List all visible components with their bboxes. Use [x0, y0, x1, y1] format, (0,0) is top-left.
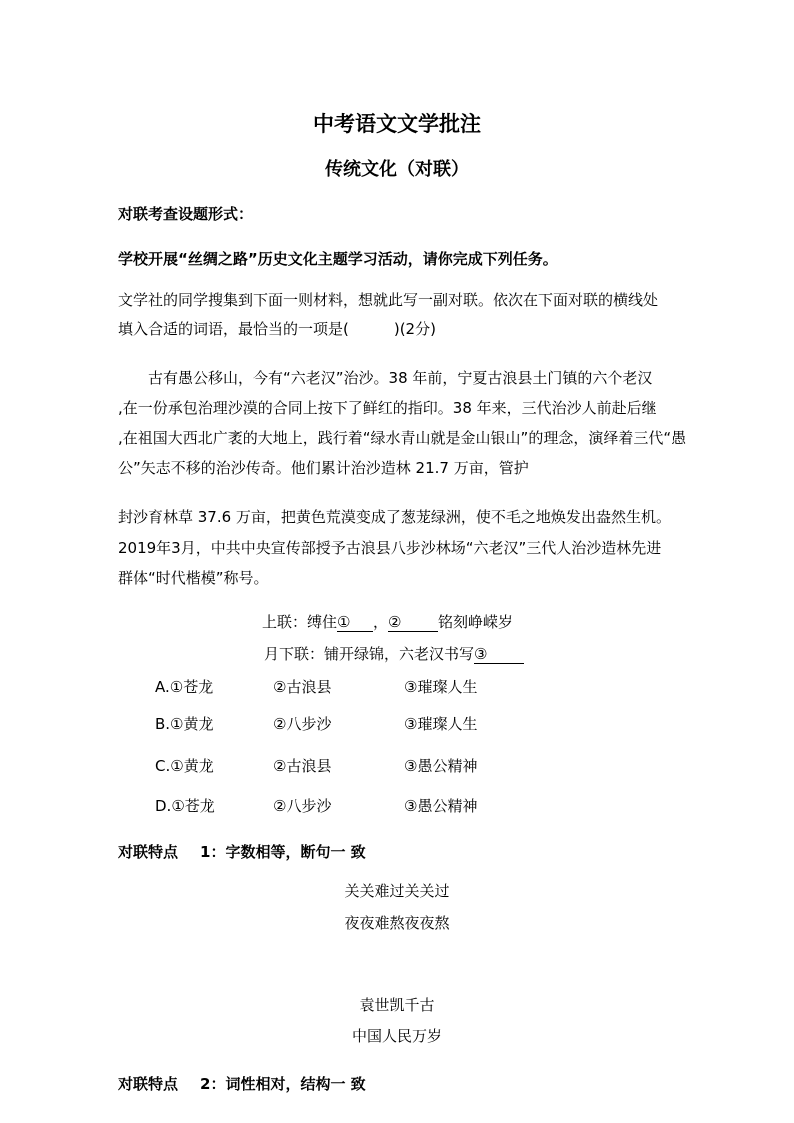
couplet-upper-sep: ，: [373, 613, 389, 631]
passage-line-3: ,在祖国大西北广袤的大地上，践行着“绿水青山就是金山银山”的理念，演绎着三代“愚: [118, 429, 687, 447]
option-row-d: [155, 795, 477, 816]
couplet-blank-2: ②: [388, 613, 438, 632]
section-heading-question-forms: 对联考查设题形式：: [118, 205, 254, 223]
example-2-line-1: 袁世凯千古: [359, 996, 435, 1014]
passage-line-5: 封沙育林草 37.6 万亩，把黄色荒漠变成了葱茏绿洲，使不毛之地焕发出盎然生机。: [118, 508, 671, 526]
feature-1-label: 对联特点: [118, 843, 179, 861]
example-2-line-2: 中国人民万岁: [351, 1027, 442, 1045]
couplet-upper-prefix: 上联：缚住: [262, 613, 338, 631]
feature-2-heading: [118, 1073, 366, 1094]
feature-1-text: 1：字数相等，断句一 致: [200, 843, 366, 861]
option-d-c: ③愚公精神: [404, 797, 478, 815]
question-line-1: 文学社的同学搜集到下面一则材料，想就此写一副对联。依次在下面对联的横线处: [118, 291, 659, 309]
option-row-a: [155, 676, 477, 697]
option-b-label: B.①黄龙: [155, 715, 214, 733]
page-subtitle: 传统文化（对联）: [325, 159, 469, 180]
passage-line-2: ,在一份承包治理沙漠的合同上按下了鲜红的指印。38 年来，三代治沙人前赴后继: [118, 399, 657, 417]
couplet-blank-1: ①: [337, 613, 373, 632]
option-row-b: [155, 713, 477, 734]
option-a-b: ②古浪县: [273, 678, 332, 696]
option-a-c: ③璀璨人生: [404, 678, 478, 696]
option-b-c: ③璀璨人生: [404, 715, 478, 733]
option-c-b: ②古浪县: [273, 757, 332, 775]
feature-2-label: 对联特点: [118, 1075, 179, 1093]
activity-heading: 学校开展“丝绸之路”历史文化主题学习活动，请你完成下列任务。: [118, 250, 558, 268]
option-row-c: [155, 755, 477, 776]
question-line-2: 填入合适的词语，最恰当的一项是( )(2分): [118, 320, 436, 338]
example-1-line-2: 夜夜难熬夜夜熬: [344, 914, 450, 932]
couplet-upper-suffix: 铭刻峥嵘岁: [438, 613, 514, 631]
passage-line-6: 2019年3月，中共中央宣传部授予古浪县八步沙林场“六老汉”三代人治沙造林先进: [118, 539, 662, 557]
example-1-line-1: 关关难过关关过: [344, 882, 450, 900]
couplet-upper: [262, 611, 513, 632]
option-c-label: C.①黄龙: [155, 757, 214, 775]
passage-line-1: 古有愚公移山，今有“六老汉”治沙。38 年前，宁夏古浪县土门镇的六个老汉: [148, 369, 653, 387]
option-c-c: ③愚公精神: [404, 757, 478, 775]
option-d-label: D.①苍龙: [155, 797, 215, 815]
couplet-lower: [264, 643, 524, 664]
couplet-lower-prefix: 月下联：铺开绿锦，六老汉书写: [264, 645, 475, 663]
option-b-b: ②八步沙: [273, 715, 332, 733]
page-title: 中考语文文学批注: [313, 112, 481, 136]
option-d-b: ②八步沙: [273, 797, 332, 815]
feature-1-heading: [118, 841, 366, 862]
feature-2-text: 2：词性相对，结构一 致: [200, 1075, 366, 1093]
passage-line-4: 公”矢志不移的治沙传奇。他们累计治沙造林 21.7 万亩，管护: [118, 459, 529, 477]
passage-line-7: 群体“时代楷模”称号。: [118, 569, 269, 587]
option-a-label: A.①苍龙: [155, 678, 214, 696]
couplet-blank-3: ③: [474, 645, 524, 664]
